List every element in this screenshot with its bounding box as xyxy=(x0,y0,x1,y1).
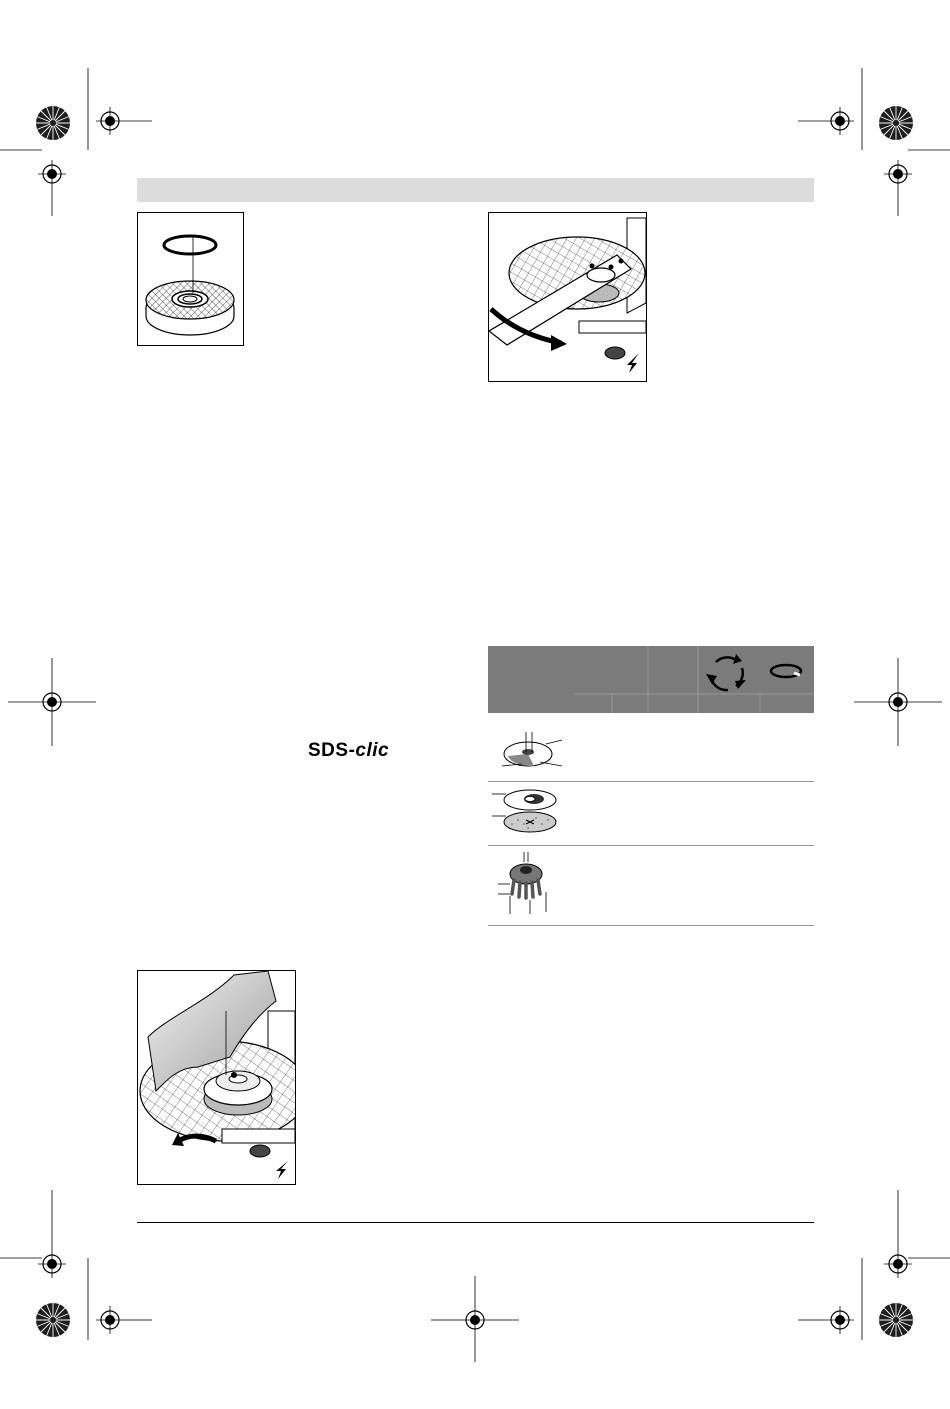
registration-target-icon xyxy=(826,107,854,135)
table-row-divider xyxy=(488,781,814,782)
registration-target-icon xyxy=(884,160,912,188)
registration-target-icon xyxy=(96,107,124,135)
registration-target-icon xyxy=(96,1306,124,1334)
table-row-divider xyxy=(488,925,814,926)
header-band xyxy=(137,178,814,202)
figure-spanner-disc xyxy=(488,212,647,382)
registration-target-icon xyxy=(826,1306,854,1334)
table-header-grid xyxy=(488,646,814,713)
sanding-disc-icon xyxy=(492,786,564,838)
recycle-icon xyxy=(702,648,750,694)
sds-logo-brand: SDS- xyxy=(308,740,356,761)
registration-star-icon xyxy=(36,106,70,140)
spanner-disc-illustration xyxy=(489,213,646,381)
registration-target-icon xyxy=(461,1306,489,1334)
figure-flange-ring xyxy=(137,212,244,346)
cup-brush-icon xyxy=(494,850,566,916)
registration-target-icon xyxy=(38,160,66,188)
registration-star-icon xyxy=(879,1303,913,1337)
table-row-divider xyxy=(488,845,814,846)
registration-target-icon xyxy=(38,1250,66,1278)
registration-target-icon xyxy=(38,688,66,716)
registration-target-icon xyxy=(884,1250,912,1278)
sds-clic-logo xyxy=(308,740,389,762)
cutting-disc-icon xyxy=(494,726,566,772)
table-header xyxy=(488,646,814,713)
registration-target-icon xyxy=(884,688,912,716)
registration-star-icon xyxy=(879,106,913,140)
registration-star-icon xyxy=(36,1303,70,1337)
hand-nut-illustration xyxy=(138,971,295,1184)
sds-logo-suffix: clic xyxy=(355,740,390,761)
figure-hand-nut xyxy=(137,970,296,1185)
flange-ring-illustration xyxy=(138,213,243,345)
footer-rule xyxy=(137,1222,814,1223)
ring-icon xyxy=(768,662,804,680)
